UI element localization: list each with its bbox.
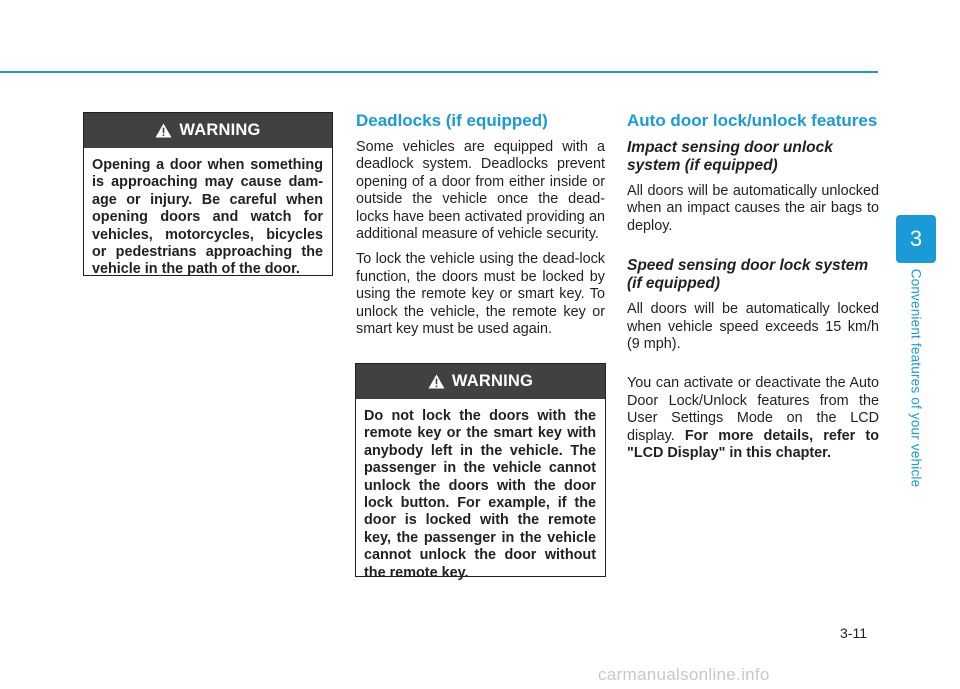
warning-triangle-icon xyxy=(155,123,172,138)
impact-sensing-subheading: Impact sensing door unlock system (if equipped) xyxy=(627,139,833,174)
warning-title: WARNING xyxy=(179,121,261,139)
speed-sensing-paragraph: All doors will be automatically locked when vehicle speed exceeds 15 km/h (9 mph). xyxy=(627,301,879,353)
deadlocks-section xyxy=(356,111,605,346)
lcd-settings-paragraph xyxy=(627,375,879,462)
deadlocks-paragraph-1: Some vehicles are equipped with a deadlock system. Deadlocks prevent opening of a door from either inside or outside the vehicle once the dead-locks have been activated providing an additional measure of vehicle security. xyxy=(356,139,605,243)
warning-text: Do not lock the doors with the remote key or the smart key with anybody left in the vehicle. The passenger in the vehicle cannot unlock the doors with the door lock button. For example, if the door is locked with the remote key, the passenger in the vehicle cannot unlock the door without the remote key. xyxy=(364,408,596,581)
watermark: carmanualsonline.info xyxy=(598,665,770,684)
chapter-tab xyxy=(896,215,936,263)
page-number: 3-11 xyxy=(840,625,867,641)
deadlocks-paragraph-2: To lock the vehicle using the dead-lock function, the doors must be locked by using the remote key or smart key. To unlock the vehicle, the remote key or smart key must be used again. xyxy=(356,251,605,338)
warning-box-door-opening xyxy=(83,112,333,276)
lcd-settings-reference: For more details, refer to "LCD Display" in this chapter. xyxy=(627,427,879,462)
chapter-number: 3 xyxy=(909,226,923,251)
warning-header xyxy=(356,364,605,399)
warning-header xyxy=(84,113,332,148)
speed-sensing-subheading: Speed sensing door lock system (if equipped) xyxy=(627,257,869,293)
chapter-title: Convenient features of your vehicle xyxy=(908,268,924,488)
lcd-settings-text: You can activate or deactivate the Auto Door Lock/Unlock features from the User Settings Mode on the LCD display. xyxy=(627,375,879,444)
warning-triangle-icon xyxy=(428,374,445,389)
impact-sensing-paragraph: All doors will be automatically unlocked when an impact causes the air bags to deploy. xyxy=(627,183,879,234)
deadlocks-heading: Deadlocks (if equipped) xyxy=(356,111,548,130)
warning-text: Opening a door when something is approaching may cause dam-age or injury. Be careful when opening doors and watch for vehicles, motorcycles, bicycles or pedestrians approaching the vehicle in the path of the door. xyxy=(92,157,323,278)
auto-lock-heading: Auto door lock/unlock features xyxy=(627,111,878,130)
header-rule xyxy=(0,71,878,73)
warning-title: WARNING xyxy=(451,372,534,390)
warning-box-lock-doors xyxy=(355,363,606,581)
auto-lock-section xyxy=(627,111,879,470)
